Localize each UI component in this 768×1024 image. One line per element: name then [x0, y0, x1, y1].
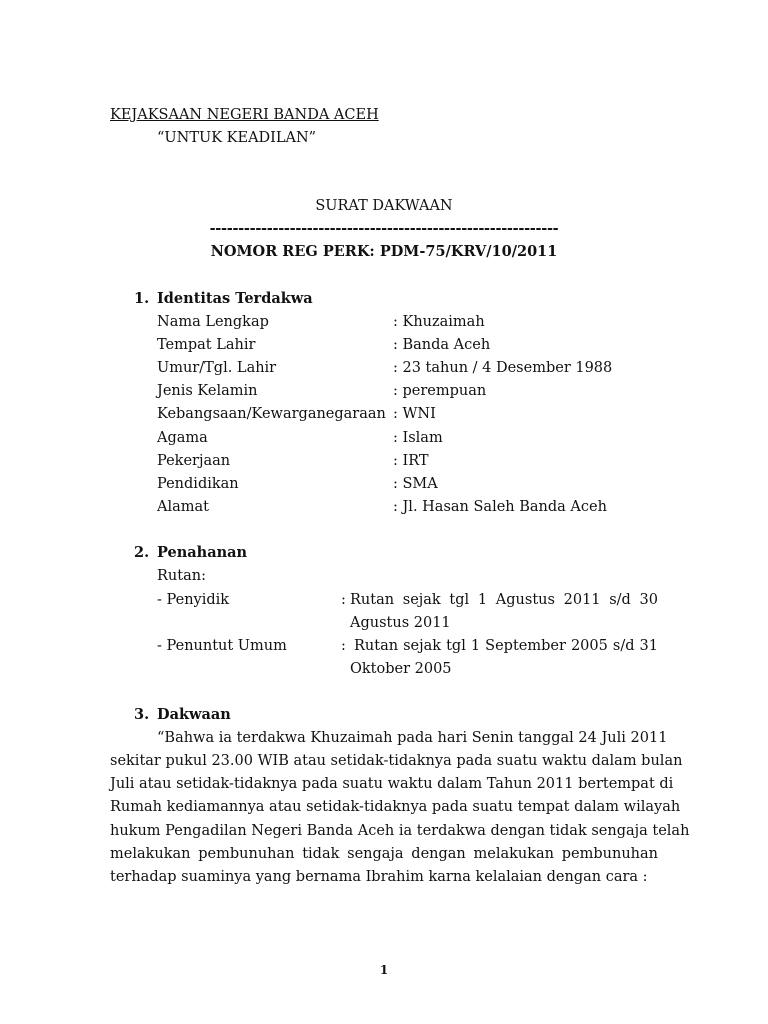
identity-value: : SMA [393, 476, 438, 492]
identity-value: : IRT [393, 453, 429, 469]
detention-detail-cont: Oktober 2005 [350, 661, 452, 677]
paragraph-line: terhadap suaminya yang bernama Ibrahim karna kelalaian dengan cara : [110, 869, 648, 885]
identity-value: : perempuan [393, 383, 487, 399]
identity-value: : Khuzaimah [393, 314, 485, 330]
detention-label: - Penuntut Umum [157, 638, 287, 654]
detention-colon: : [341, 592, 346, 608]
identity-value: : WNI [393, 406, 436, 422]
registration-number: NOMOR REG PERK: PDM-75/KRV/10/2011 [210, 243, 558, 260]
identity-value: : Jl. Hasan Saleh Banda Aceh [393, 499, 607, 515]
identity-label: Umur/Tgl. Lahir [157, 360, 277, 376]
document-title: SURAT DAKWAAN [315, 198, 453, 214]
paragraph-line: Juli atau setidak-tidaknya pada suatu waktu dalam Tahun 2011 bertempat di [110, 776, 674, 792]
detention-label: - Penyidik [157, 592, 230, 608]
identity-label: Kebangsaan/Kewarganegaraan [157, 406, 386, 422]
paragraph-line: melakukan pembunuhan tidak sengaja dengan melakukan pembunuhan [110, 846, 658, 862]
page-number: 1 [379, 963, 389, 977]
section1-heading: Identitas Terdakwa [157, 290, 313, 307]
section1-number: 1. [134, 290, 150, 307]
section2-number: 2. [134, 544, 150, 561]
detention-colon: : [341, 638, 346, 654]
identity-label: Alamat [157, 499, 209, 515]
detention-detail-cont: Agustus 2011 [350, 615, 451, 631]
paragraph-line: sekitar pukul 23.00 WIB atau setidak-tidaknya pada suatu waktu dalam bulan [110, 753, 683, 769]
paragraph-line: hukum Pengadilan Negeri Banda Aceh ia terdakwa dengan tidak sengaja telah [110, 823, 690, 839]
identity-value: : 23 tahun / 4 Desember 1988 [393, 360, 613, 376]
identity-label: Tempat Lahir [157, 337, 256, 353]
paragraph-line: Rumah kediamannya atau setidak-tidaknya pada suatu tempat dalam wilayah [110, 799, 681, 815]
section3-number: 3. [134, 706, 150, 723]
institution-name: KEJAKSAAN NEGERI BANDA ACEH [110, 107, 379, 123]
section2-subheading: Rutan: [157, 568, 206, 584]
detention-detail: Rutan sejak tgl 1 Agustus 2011 s/d 30 [350, 592, 658, 608]
identity-label: Nama Lengkap [157, 314, 269, 330]
identity-label: Agama [157, 430, 208, 446]
identity-value: : Islam [393, 430, 443, 446]
title-separator: ------------------------------------------------------------- [209, 220, 559, 237]
institution-motto: “UNTUK KEADILAN” [157, 130, 317, 146]
identity-value: : Banda Aceh [393, 337, 491, 353]
identity-label: Jenis Kelamin [157, 383, 258, 399]
paragraph-line: “Bahwa ia terdakwa Khuzaimah pada hari Senin tanggal 24 Juli 2011 [157, 730, 668, 746]
identity-label: Pendidikan [157, 476, 239, 492]
identity-label: Pekerjaan [157, 453, 231, 469]
section2-heading: Penahanan [157, 544, 248, 561]
detention-detail: Rutan sejak tgl 1 September 2005 s/d 31 [354, 638, 658, 654]
section3-heading: Dakwaan [157, 706, 231, 723]
